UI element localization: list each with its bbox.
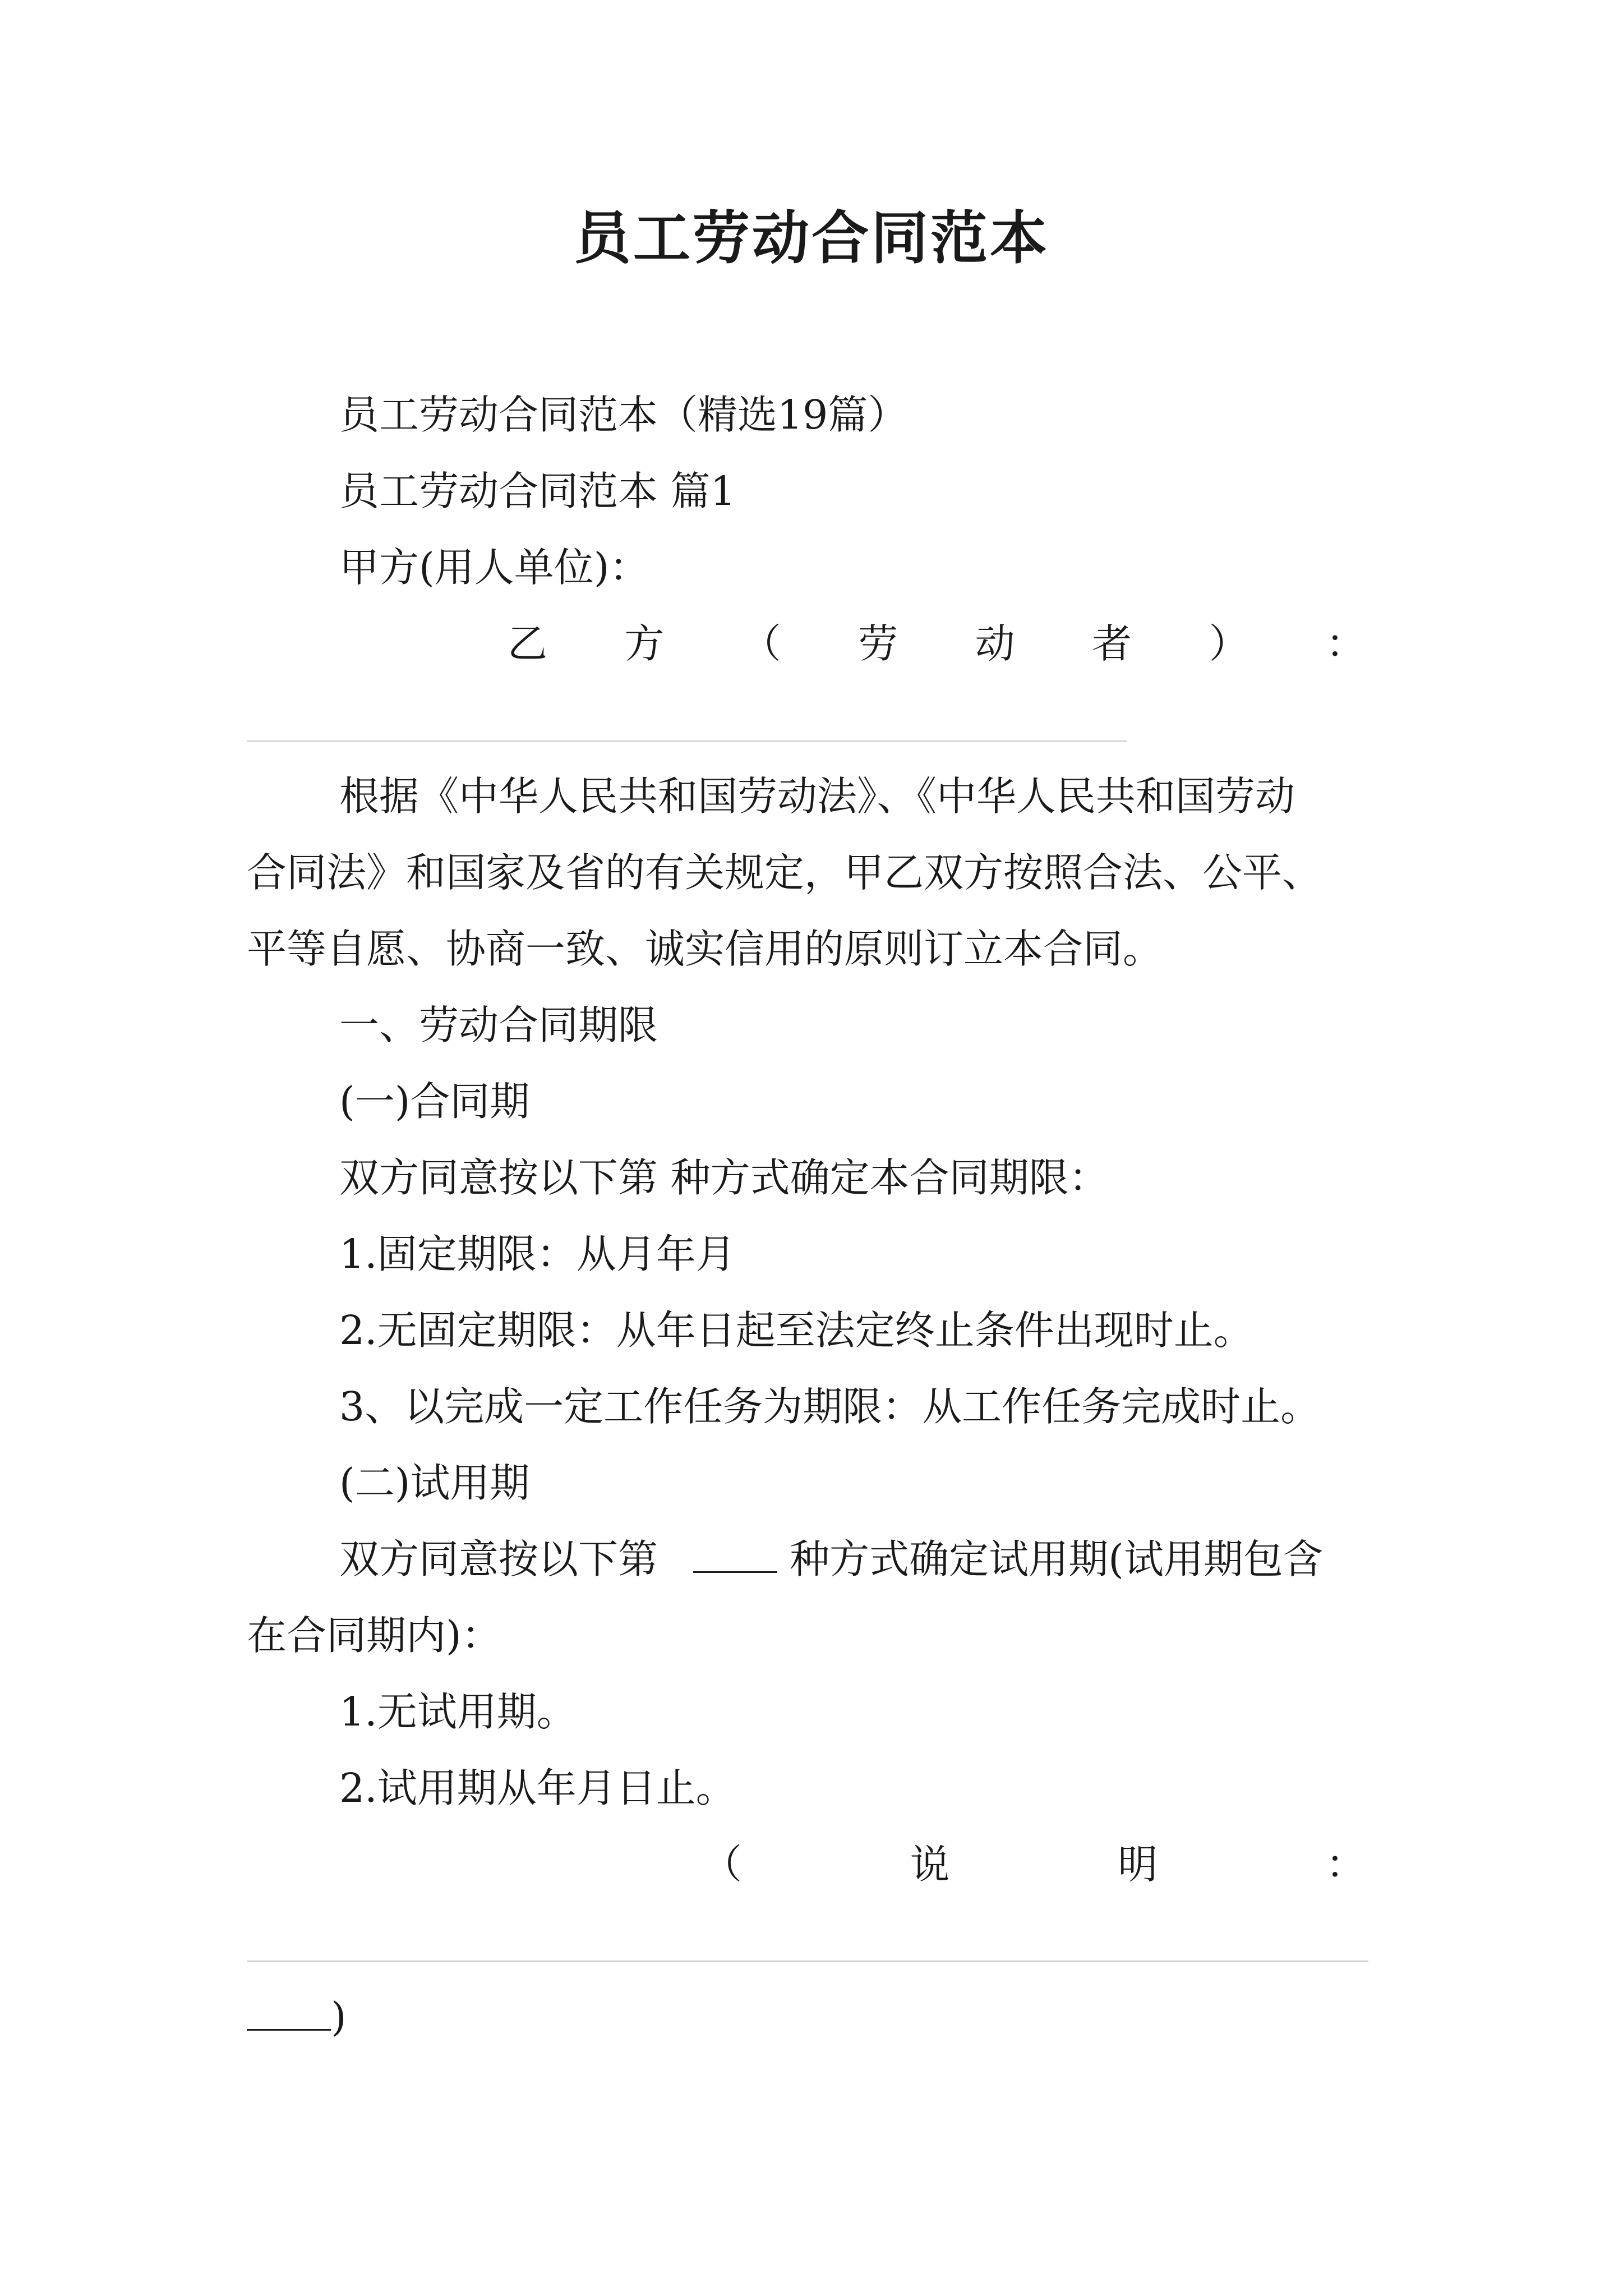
note-label: [702, 1837, 1366, 1893]
trial-clause-text-post: 种方式确定试用期(试用期包含: [790, 1536, 1323, 1582]
party-b-fill-line: [247, 740, 1127, 742]
party-b-char: 方: [624, 620, 665, 667]
note-char: 说: [910, 1841, 950, 1888]
clause-option: 2.试用期从年月日止。: [339, 1765, 736, 1811]
party-b-char: 动: [975, 620, 1015, 667]
note-char: （: [702, 1841, 743, 1888]
trial-clause-text-pre: 双方同意按以下第: [339, 1536, 658, 1582]
document-title: 员工劳动合同范本: [574, 205, 1049, 272]
fill-blank: [247, 1995, 331, 2031]
note-close: ): [331, 1994, 347, 2040]
note-char: 明: [1118, 1841, 1158, 1888]
clause-option: 1.无试用期。: [339, 1688, 577, 1735]
section-heading: 一、劳动合同期限: [339, 1002, 658, 1048]
clause-option: 1.固定期限：从月年月: [339, 1231, 736, 1277]
trial-clause-text: [339, 1531, 1323, 1588]
preamble-line: 根据《中华人民共和国劳动法》、《中华人民共和国劳动: [339, 773, 1295, 820]
preamble-line: 合同法》和国家及省的有关规定，甲乙双方按照合法、公平、: [247, 849, 1322, 896]
note-close-line: [247, 1989, 347, 2045]
party-b-char: ）: [1209, 620, 1249, 667]
party-b-label: [508, 616, 1366, 672]
note-fill-line: [247, 1961, 1368, 1962]
party-b-char: 劳: [858, 620, 898, 667]
party-b-char: （: [741, 620, 781, 667]
fill-blank: [693, 1538, 777, 1573]
note-char: ：: [1325, 1841, 1366, 1888]
trial-clause-text: 在合同期内)：: [247, 1612, 501, 1659]
subsection-heading: (一)合同期: [339, 1078, 530, 1125]
section-heading-part1: 员工劳动合同范本 篇1: [339, 468, 736, 514]
clause-text: 双方同意按以下第 种方式确定本合同期限：: [339, 1154, 1109, 1201]
party-a-label: 甲方(用人单位)：: [339, 544, 649, 591]
party-b-char: ：: [1325, 620, 1366, 667]
clause-option: 2.无固定期限：从年日起至法定终止条件出现时止。: [339, 1307, 1253, 1354]
clause-option: 3、以完成一定工作任务为期限：从工作任务完成时止。: [339, 1383, 1321, 1430]
subtitle-selection: 员工劳动合同范本（精选19篇）: [339, 392, 908, 438]
preamble-line: 平等自愿、协商一致、诚实信用的原则订立本合同。: [247, 926, 1163, 972]
subsection-heading: (二)试用期: [339, 1460, 530, 1506]
party-b-char: 者: [1092, 620, 1132, 667]
party-b-char: 乙: [508, 620, 548, 667]
